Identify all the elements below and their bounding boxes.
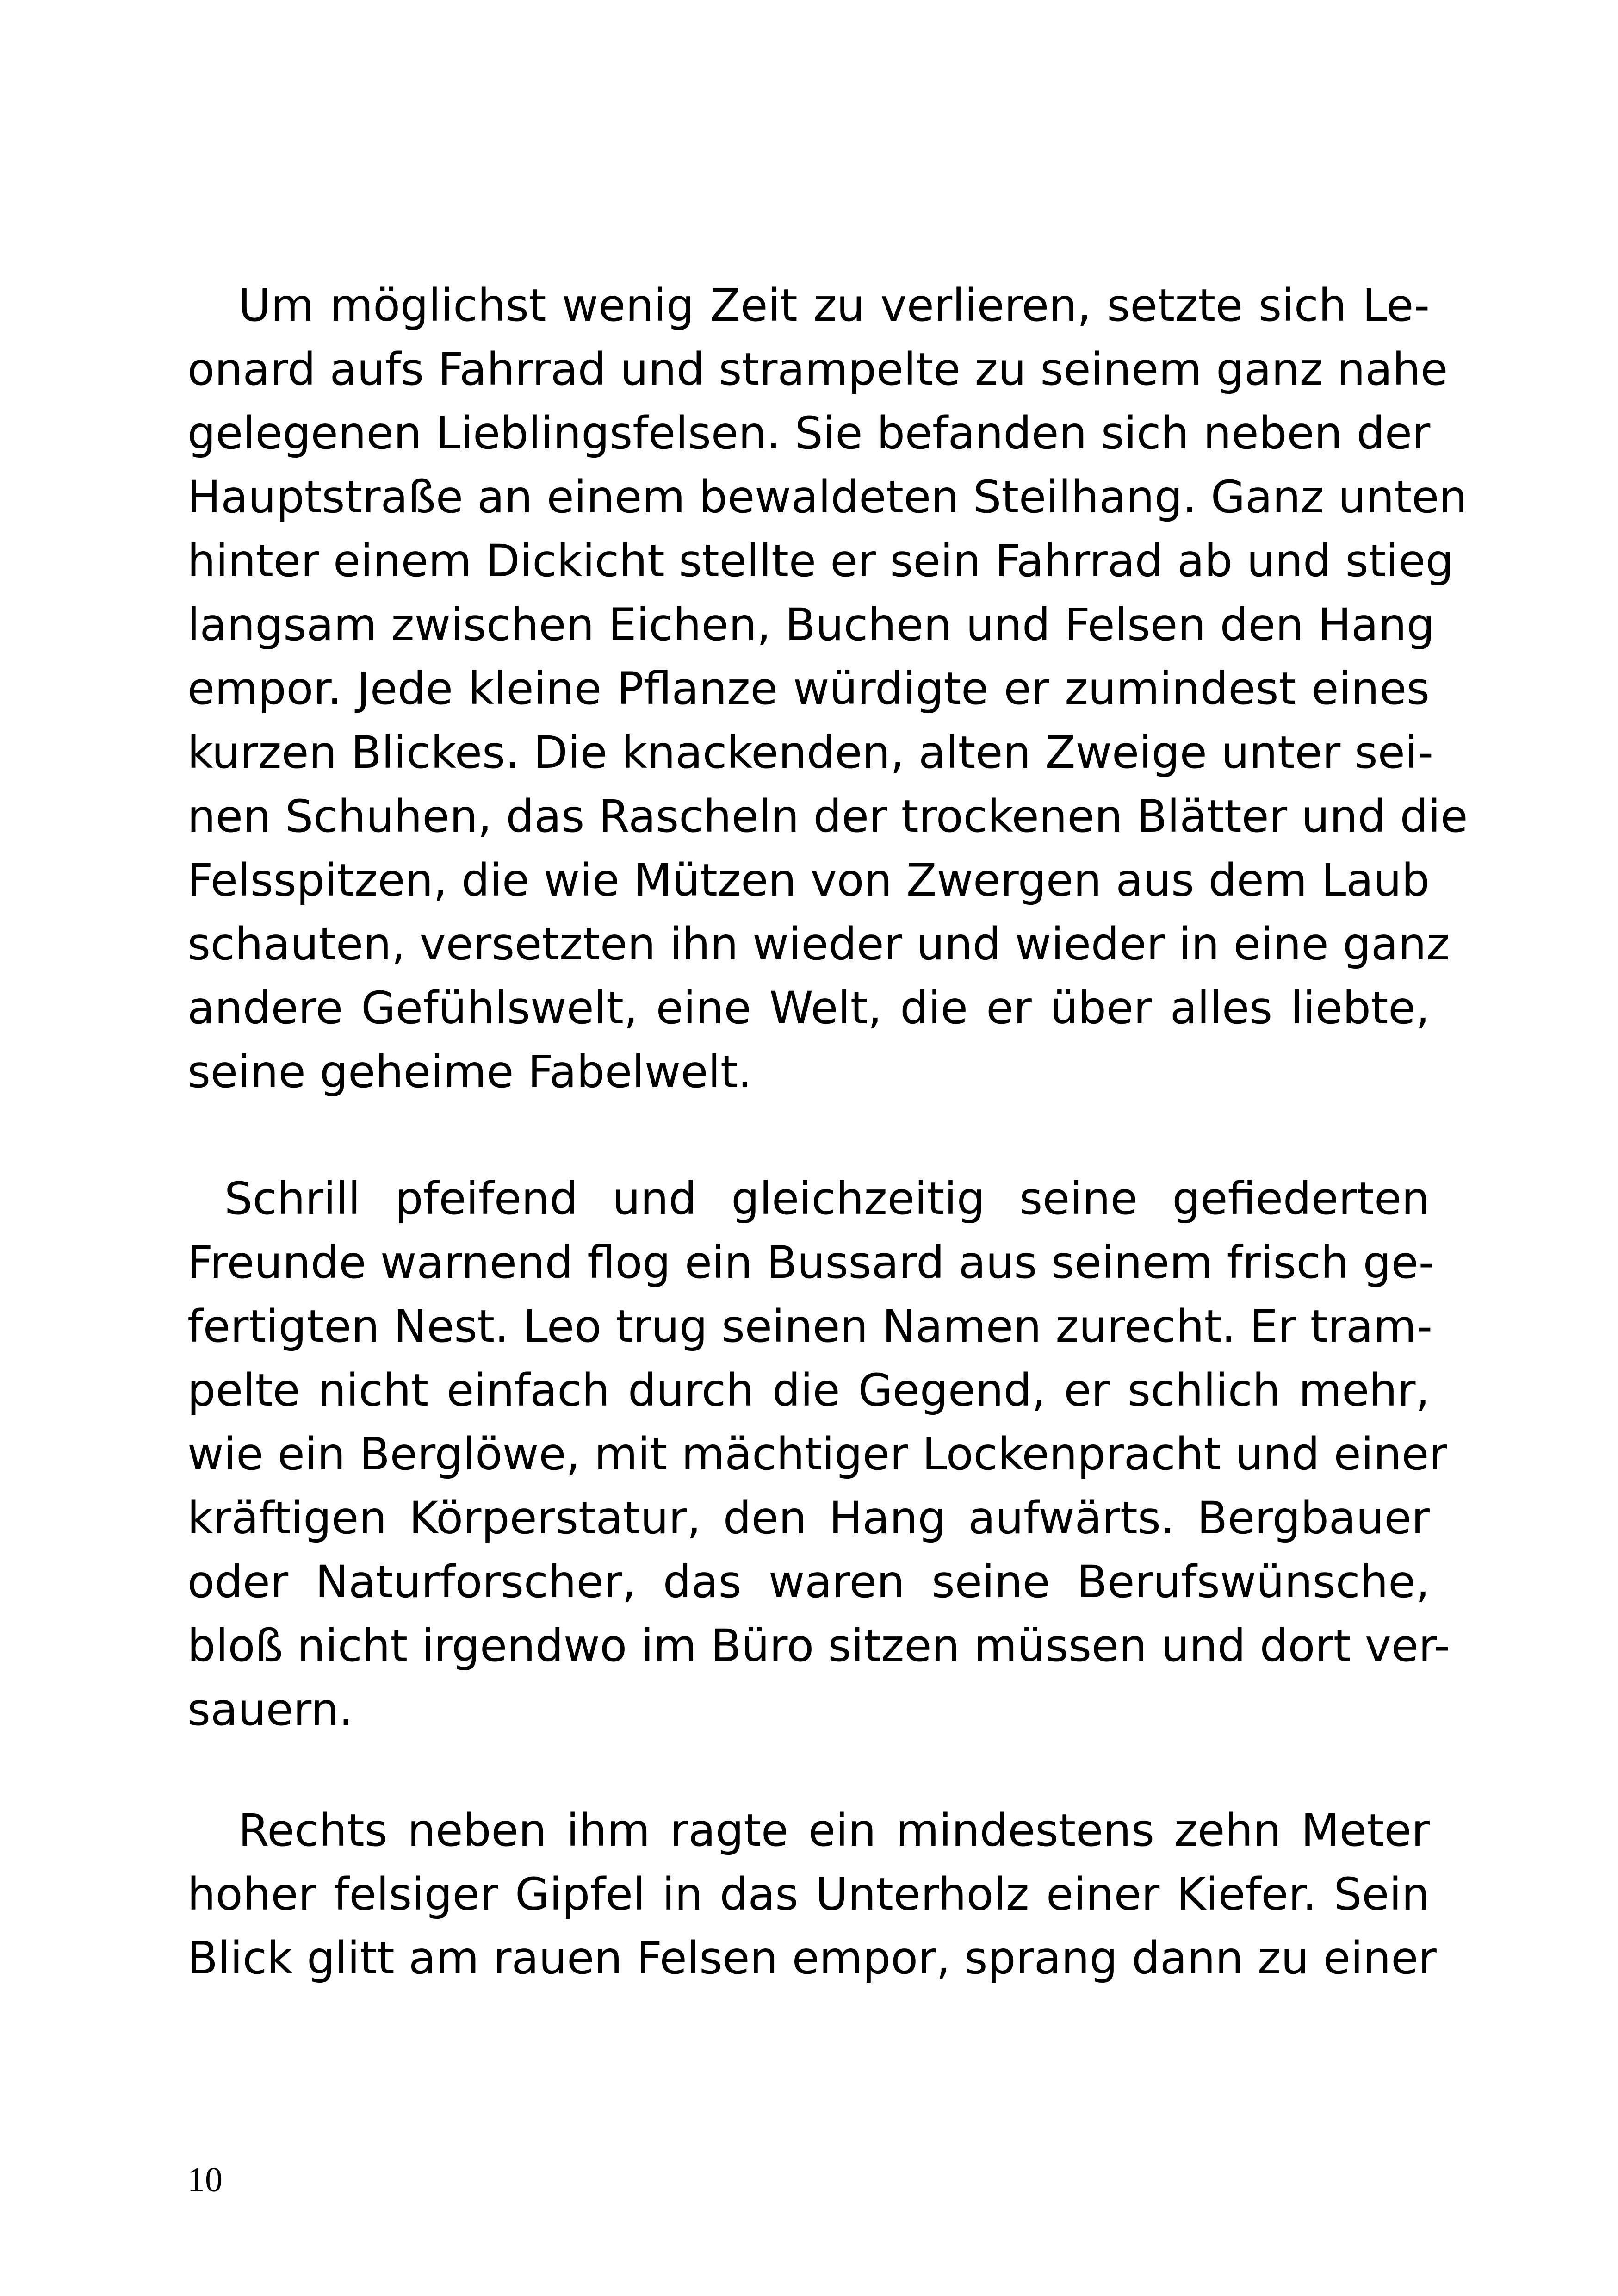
text-line: fertigten Nest. Leo trug seinen Namen zurecht. Er tram- (187, 1300, 1432, 1352)
text-line: langsam zwischen Eichen, Buchen und Felsen den Hang (187, 599, 1435, 651)
text-line: Felsspitzen, die wie Mützen von Zwergen aus dem Laub (187, 854, 1430, 906)
text-line: onard aufs Fahrrad und strampelte zu seinem ganz nahe (187, 343, 1448, 395)
text-line: Freunde warnend flog ein Bussard aus seinem frisch ge- (187, 1237, 1435, 1288)
text-line: Hauptstraße an einem bewaldeten Steilhang. Ganz unten (187, 471, 1468, 523)
text-line: hinter einem Dickicht stellte er sein Fahrrad ab und stieg (187, 535, 1454, 587)
text-line: nen Schuhen, das Rascheln der trockenen Blätter und die (187, 790, 1468, 842)
text-line: oder Naturforscher, das waren seine Berufswünsche, (187, 1556, 1430, 1608)
text-line: Rechts neben ihm ragte ein mindestens zehn Meter (238, 1804, 1430, 1856)
text-line: bloß nicht irgendwo im Büro sitzen müssen und dort ver- (187, 1620, 1450, 1672)
text-line: empor. Jede kleine Pflanze würdigte er zumindest eines (187, 663, 1430, 715)
text-line: kräftigen Körperstatur, den Hang aufwärts. Bergbauer (187, 1492, 1430, 1544)
text-line: hoher felsiger Gipfel in das Unterholz einer Kiefer. Sein (187, 1868, 1430, 1920)
text-line: sauern. (187, 1684, 353, 1736)
text-line: seine geheime Fabelwelt. (187, 1046, 752, 1098)
text-line: pelte nicht einfach durch die Gegend, er schlich mehr, (187, 1364, 1430, 1416)
text-line: Blick glitt am rauen Felsen empor, sprang dann zu einer (187, 1932, 1437, 1984)
text-line: andere Gefühlswelt, eine Welt, die er über alles liebte, (187, 982, 1430, 1034)
page-number: 10 (187, 2160, 223, 2199)
text-line: Schrill pfeifend und gleichzeitig seine gefiederten (224, 1173, 1430, 1225)
text-line: wie ein Berglöwe, mit mächtiger Lockenpracht und einer (187, 1428, 1447, 1480)
text-line: schauten, versetzten ihn wieder und wieder in eine ganz (187, 918, 1450, 970)
text-line: Um möglichst wenig Zeit zu verlieren, setzte sich Le- (238, 280, 1430, 331)
text-line: kurzen Blickes. Die knackenden, alten Zweige unter sei- (187, 727, 1434, 778)
text-line: gelegenen Lieblingsfelsen. Sie befanden sich neben der (187, 407, 1431, 459)
